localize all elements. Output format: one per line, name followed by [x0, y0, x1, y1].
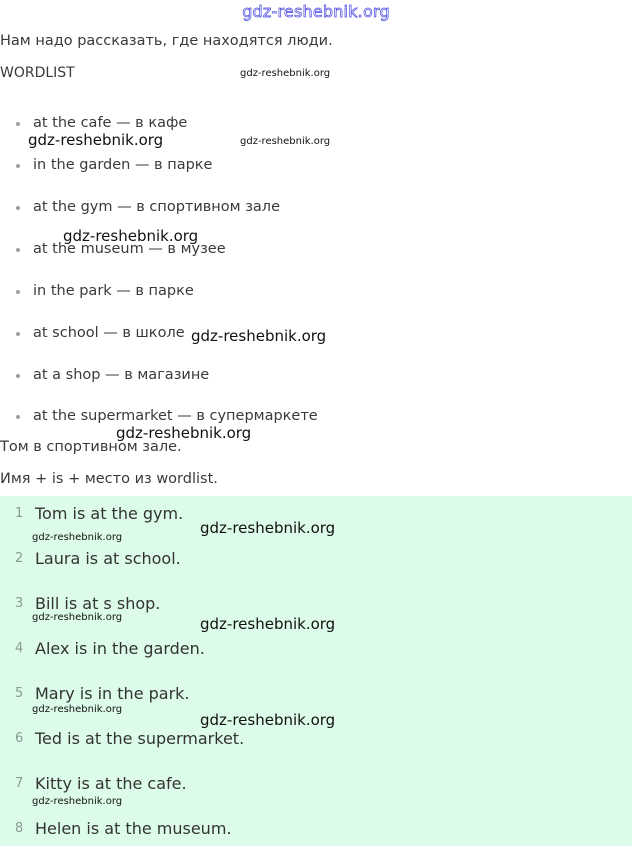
answer-text: Kitty is at the cafe.: [35, 774, 187, 793]
watermark: gdz-reshebnik.org: [63, 227, 199, 245]
wordlist-item-text: at the museum — в музее: [33, 241, 226, 257]
wordlist-item-text: in the garden — в парке: [33, 157, 213, 173]
wordlist-heading: WORDLIST: [0, 65, 75, 81]
bullet-icon: [16, 374, 20, 378]
answer-text: Alex is in the garden.: [35, 639, 205, 658]
answer-number: 1: [15, 506, 24, 521]
wordlist-item-text: in the park — в парке: [33, 283, 194, 299]
watermark: gdz-reshebnik.org: [116, 424, 252, 442]
watermark: gdz-reshebnik.org: [240, 136, 331, 147]
intro-text: Нам надо рассказать, где находятся люди.: [0, 33, 333, 49]
watermark: gdz-reshebnik.org: [240, 68, 331, 79]
watermark: gdz-reshebnik.org: [32, 704, 123, 715]
answer-text: Bill is at s shop.: [35, 594, 161, 613]
bullet-icon: [16, 332, 20, 336]
watermark: gdz-reshebnik.org: [200, 519, 336, 537]
watermark: gdz-reshebnik.org: [32, 612, 123, 623]
answer-text: Tom is at the gym.: [35, 504, 184, 523]
answer-number: 7: [15, 776, 24, 791]
watermark: gdz-reshebnik.org: [32, 532, 123, 543]
answer-number: 4: [15, 641, 24, 656]
watermark: gdz-reshebnik.org: [28, 131, 164, 149]
watermark: gdz-reshebnik.org: [200, 711, 336, 729]
answer-text: Laura is at school.: [35, 549, 181, 568]
watermark: gdz-reshebnik.org: [191, 327, 327, 345]
answer-panel: [0, 496, 632, 846]
answer-number: 8: [15, 821, 24, 836]
wordlist-item-text: at a shop — в магазине: [33, 367, 210, 383]
wordlist-item-text: at school — в школе: [33, 325, 185, 341]
example-sentence: Том в спортивном зале.: [0, 439, 182, 455]
site-header-watermark: gdz-reshebnik.org: [242, 2, 390, 21]
bullet-icon: [16, 206, 20, 210]
wordlist-item-text: at the supermarket — в супермаркете: [33, 408, 318, 424]
bullet-icon: [16, 248, 20, 252]
answer-number: 3: [15, 596, 24, 611]
watermark: gdz-reshebnik.org: [32, 796, 123, 807]
answer-number: 6: [15, 731, 24, 746]
answer-text: Helen is at the museum.: [35, 819, 232, 838]
answer-text: Ted is at the supermarket.: [35, 729, 245, 748]
rule-text: Имя + is + место из wordlist.: [0, 471, 218, 487]
answer-number: 2: [15, 551, 24, 566]
wordlist-item-text: at the cafe — в кафе: [33, 115, 188, 131]
bullet-icon: [16, 164, 20, 168]
wordlist-item-text: at the gym — в спортивном зале: [33, 199, 280, 215]
answer-text: Mary is in the park.: [35, 684, 190, 703]
bullet-icon: [16, 415, 20, 419]
bullet-icon: [16, 122, 20, 126]
bullet-icon: [16, 290, 20, 294]
watermark: gdz-reshebnik.org: [200, 615, 336, 633]
answer-number: 5: [15, 686, 24, 701]
